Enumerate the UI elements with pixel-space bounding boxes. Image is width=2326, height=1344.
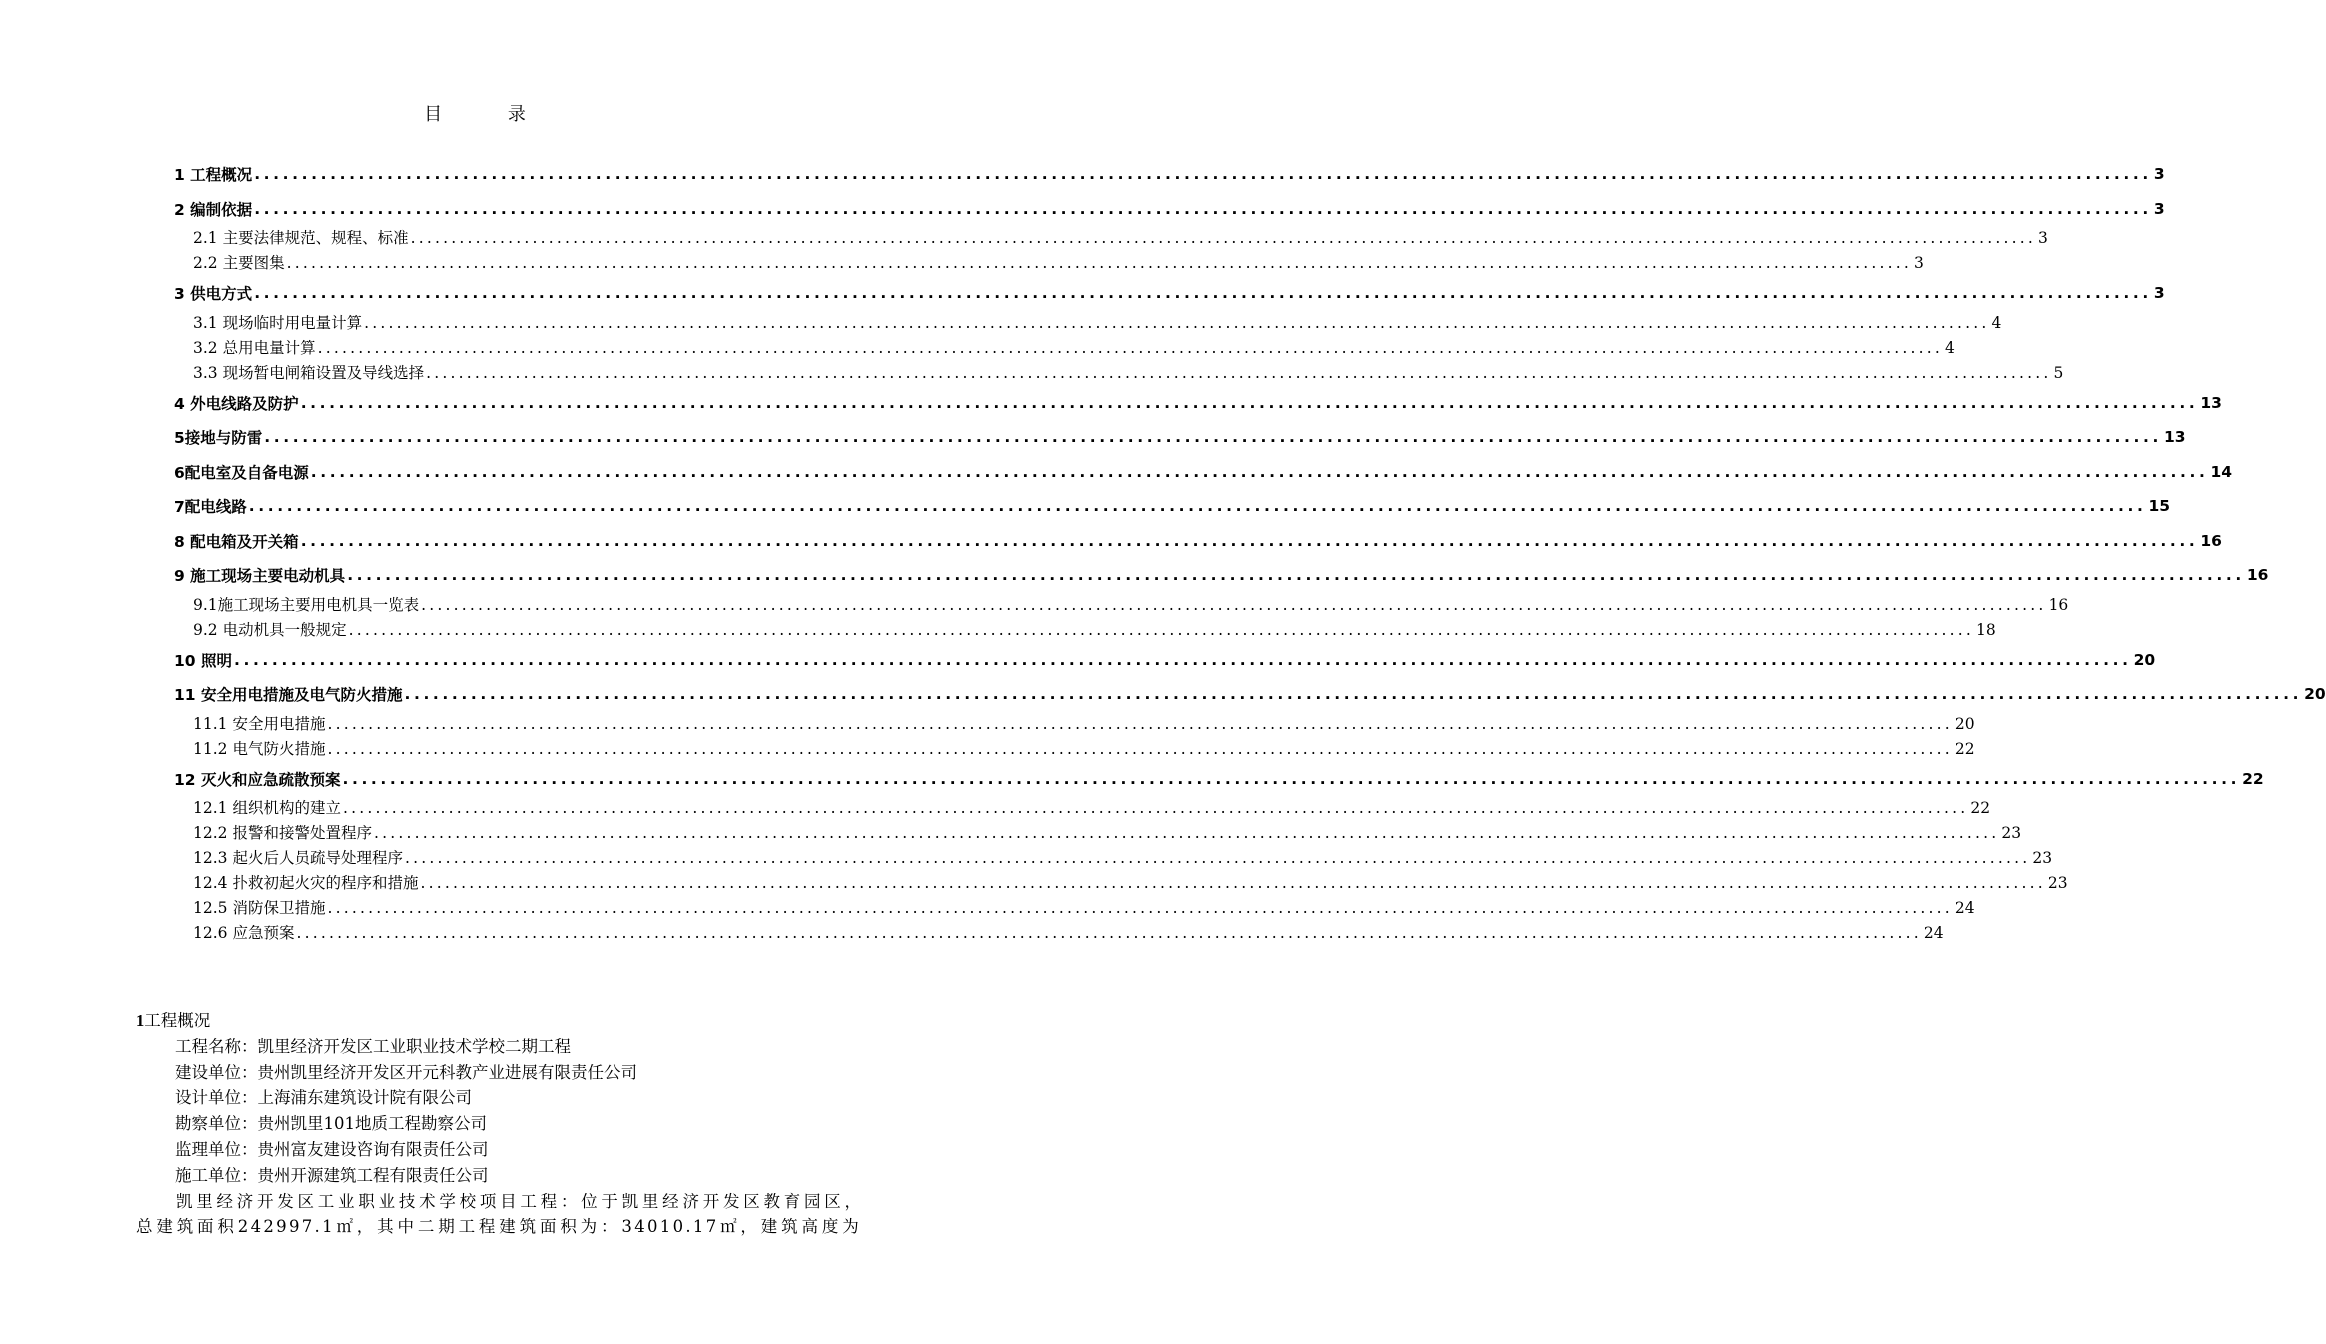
- toc-leader-dots: ........................................................................................................................................................................................................: [310, 462, 2209, 481]
- toc-entry-page-number: 24: [1954, 899, 1975, 917]
- toc-leader-dots: ........................................................................................................................................................................................................: [404, 685, 2303, 704]
- info-line-survey: 勘察单位：贵州凯里101地质工程勘察公司: [175, 1114, 487, 1134]
- toc-entry-section[interactable]: [174, 251, 1924, 276]
- toc-leader-dots: ........................................................................................................................................................................................................: [327, 739, 1953, 758]
- toc-entry-page-number: 23: [2032, 849, 2053, 867]
- info-line-supervisor: 监理单位：贵州富友建设咨询有限责任公司: [175, 1139, 489, 1159]
- toc-entry-label: 12 灭火和应急疏散预案: [174, 770, 341, 789]
- toc-entry-section[interactable]: [174, 846, 2053, 871]
- toc-entry-label: 12.5 消防保卫措施: [193, 899, 326, 917]
- toc-leader-dots: ........................................................................................................................................................................................................: [300, 393, 2199, 412]
- toc-entry-chapter[interactable]: [174, 386, 2222, 421]
- info-line-contractor: 施工单位：贵州开源建筑工程有限责任公司: [175, 1165, 489, 1185]
- paragraph-line-2: 总建筑面积242997.1㎡，其中二期工程建筑面积为：34010.17㎡，建筑高度为: [136, 1217, 861, 1237]
- toc-entry-label: 6配电室及自备电源: [174, 463, 309, 482]
- toc-entry-page-number: 23: [2001, 824, 2022, 842]
- toc-entry-section[interactable]: [174, 593, 2069, 618]
- toc-entry-page-number: 3: [1913, 254, 1924, 272]
- toc-entry-label: 5接地与防雷: [174, 429, 263, 448]
- toc-leader-dots: ........................................................................................................................................................................................................: [300, 531, 2199, 550]
- toc-entry-label: 10 照明: [174, 651, 232, 670]
- toc-entry-chapter[interactable]: [174, 762, 2264, 797]
- toc-entry-chapter[interactable]: [174, 276, 2165, 311]
- section-1-body: [136, 1008, 861, 1240]
- toc-entry-page-number: 4: [1944, 338, 1955, 357]
- toc-entry-label: 3.3 现场暂电闸箱设置及导线选择: [193, 363, 425, 382]
- toc-leader-dots: ........................................................................................................................................................................................................: [373, 824, 2000, 842]
- toc-leader-dots: ........................................................................................................................................................................................................: [342, 799, 1969, 817]
- toc-entry-chapter[interactable]: [174, 558, 2269, 593]
- toc-entry-section[interactable]: [174, 618, 1996, 643]
- toc-entry-chapter[interactable]: [174, 420, 2186, 455]
- toc-leader-dots: ........................................................................................................................................................................................................: [264, 428, 2162, 447]
- info-line-project-name: 工程名称：凯里经济开发区工业职业技术学校二期工程: [175, 1036, 571, 1056]
- toc-entry-chapter[interactable]: [174, 157, 2165, 192]
- toc-entry-page-number: 4: [1991, 313, 2002, 332]
- toc-entry-chapter[interactable]: [174, 192, 2165, 227]
- toc-entry-page-number: 3: [2153, 165, 2165, 184]
- toc-entry-label: 11 安全用电措施及电气防火措施: [174, 686, 403, 705]
- toc-entry-page-number: 5: [2053, 363, 2064, 382]
- toc-leader-dots: ........................................................................................................................................................................................................: [404, 849, 2031, 867]
- toc-entry-section[interactable]: [174, 712, 1975, 737]
- toc-entry-section[interactable]: [174, 796, 1991, 821]
- toc-entry-page-number: 24: [1923, 924, 1944, 942]
- toc-entry-section[interactable]: [174, 871, 2068, 896]
- toc-entry-label: 2 编制依据: [174, 200, 253, 219]
- toc-leader-dots: ........................................................................................................................................................................................................: [364, 313, 1990, 332]
- toc-entry-page-number: 14: [2210, 462, 2233, 481]
- toc-entry-chapter[interactable]: [174, 455, 2233, 490]
- toc-entry-page-number: 16: [2246, 566, 2269, 585]
- toc-leader-dots: ........................................................................................................................................................................................................: [233, 650, 2132, 669]
- section-title: 工程概况: [144, 1011, 211, 1030]
- toc-leader-dots: ........................................................................................................................................................................................................: [342, 769, 2241, 788]
- toc-leader-dots: ........................................................................................................................................................................................................: [420, 874, 2046, 892]
- toc-entry-page-number: 15: [2148, 497, 2171, 516]
- toc-entry-section[interactable]: [174, 226, 2048, 251]
- toc-entry-label: 12.3 起火后人员疏导处理程序: [193, 849, 403, 867]
- toc-entry-page-number: 20: [2133, 650, 2156, 669]
- toc-entry-label: 12.6 应急预案: [193, 924, 295, 942]
- toc-entry-label: 12.2 报警和接警处置程序: [193, 824, 372, 842]
- toc-leader-dots: ........................................................................................................................................................................................................: [327, 714, 1953, 733]
- toc-leader-dots: ........................................................................................................................................................................................................: [327, 899, 1953, 917]
- toc-leader-dots: ........................................................................................................................................................................................................: [254, 165, 2152, 184]
- toc-entry-chapter[interactable]: [174, 643, 2156, 678]
- toc-entry-label: 3.1 现场临时用电量计算: [193, 313, 363, 332]
- toc-leader-dots: ........................................................................................................................................................................................................: [317, 338, 1943, 357]
- toc-entry-label: 11.1 安全用电措施: [193, 714, 326, 733]
- toc-entry-chapter[interactable]: [174, 489, 2171, 524]
- toc-entry-page-number: 22: [1954, 739, 1975, 758]
- section-heading: [136, 1008, 861, 1034]
- toc-entry-page-number: 18: [1975, 620, 1996, 639]
- toc-leader-dots: ........................................................................................................................................................................................................: [347, 566, 2245, 585]
- toc-entry-label: 12.4 扑救初起火灾的程序和措施: [193, 874, 419, 892]
- section-number: 1: [136, 1011, 145, 1030]
- toc-leader-dots: ........................................................................................................................................................................................................: [286, 254, 1912, 272]
- toc-entry-page-number: 20: [1954, 714, 1975, 733]
- toc-entry-section[interactable]: [174, 896, 1975, 921]
- toc-entry-chapter[interactable]: [174, 677, 2326, 712]
- toc-entry-section[interactable]: [174, 921, 1944, 946]
- toc-title: 目 录: [424, 104, 556, 125]
- toc-entry-section[interactable]: [174, 311, 2002, 336]
- toc-entry-section[interactable]: [174, 821, 2022, 846]
- toc-leader-dots: ........................................................................................................................................................................................................: [248, 497, 2147, 516]
- toc-entry-page-number: 22: [1970, 799, 1991, 817]
- toc-entry-label: 9.2 电动机具一般规定: [193, 620, 347, 639]
- toc-entry-section[interactable]: [174, 336, 1955, 361]
- toc-entry-page-number: 22: [2242, 769, 2264, 788]
- toc-leader-dots: ........................................................................................................................................................................................................: [426, 363, 2052, 382]
- toc-entry-page-number: 3: [2037, 229, 2048, 247]
- toc-entry-page-number: 23: [2047, 874, 2068, 892]
- toc-entry-label: 7配电线路: [174, 498, 247, 517]
- toc-leader-dots: ........................................................................................................................................................................................................: [348, 620, 1974, 639]
- toc-entry-label: 8 配电箱及开关箱: [174, 532, 299, 551]
- info-line-designer: 设计单位：上海浦东建筑设计院有限公司: [175, 1088, 472, 1108]
- toc-leader-dots: ........................................................................................................................................................................................................: [410, 229, 2036, 247]
- toc-entry-page-number: 3: [2153, 199, 2165, 218]
- paragraph-line-1: 凯里经济开发区工业职业技术学校项目工程：位于凯里经济开发区教育园区，: [176, 1191, 861, 1211]
- toc-entry-page-number: 3: [2153, 284, 2165, 303]
- toc-entry-page-number: 13: [2200, 393, 2222, 412]
- toc-leader-dots: ........................................................................................................................................................................................................: [254, 199, 2152, 218]
- table-of-contents: [174, 157, 2326, 946]
- toc-entry-section[interactable]: [174, 737, 1975, 762]
- toc-entry-section[interactable]: [174, 361, 2064, 386]
- toc-entry-label: 9 施工现场主要电动机具: [174, 567, 346, 586]
- toc-entry-page-number: 13: [2163, 428, 2186, 447]
- toc-entry-page-number: 20: [2304, 685, 2326, 704]
- toc-leader-dots: ........................................................................................................................................................................................................: [421, 595, 2047, 614]
- toc-entry-label: 1 工程概况: [174, 166, 253, 185]
- toc-entry-label: 3.2 总用电量计算: [193, 338, 316, 357]
- toc-entry-label: 2.2 主要图集: [193, 254, 285, 272]
- toc-entry-label: 2.1 主要法律规范、规程、标准: [193, 229, 409, 247]
- toc-entry-label: 12.1 组织机构的建立: [193, 799, 341, 817]
- toc-entry-label: 3 供电方式: [174, 285, 253, 304]
- toc-entry-page-number: 16: [2048, 595, 2069, 614]
- toc-leader-dots: ........................................................................................................................................................................................................: [296, 924, 1922, 942]
- toc-entry-chapter[interactable]: [174, 524, 2222, 559]
- toc-leader-dots: ........................................................................................................................................................................................................: [254, 284, 2152, 303]
- toc-entry-label: 11.2 电气防火措施: [193, 739, 326, 758]
- toc-entry-label: 4 外电线路及防护: [174, 394, 299, 413]
- toc-entry-label: 9.1施工现场主要用电机具一览表: [193, 595, 420, 614]
- toc-entry-page-number: 16: [2200, 531, 2222, 550]
- info-line-owner: 建设单位：贵州凯里经济开发区开元科教产业进展有限责任公司: [175, 1062, 637, 1082]
